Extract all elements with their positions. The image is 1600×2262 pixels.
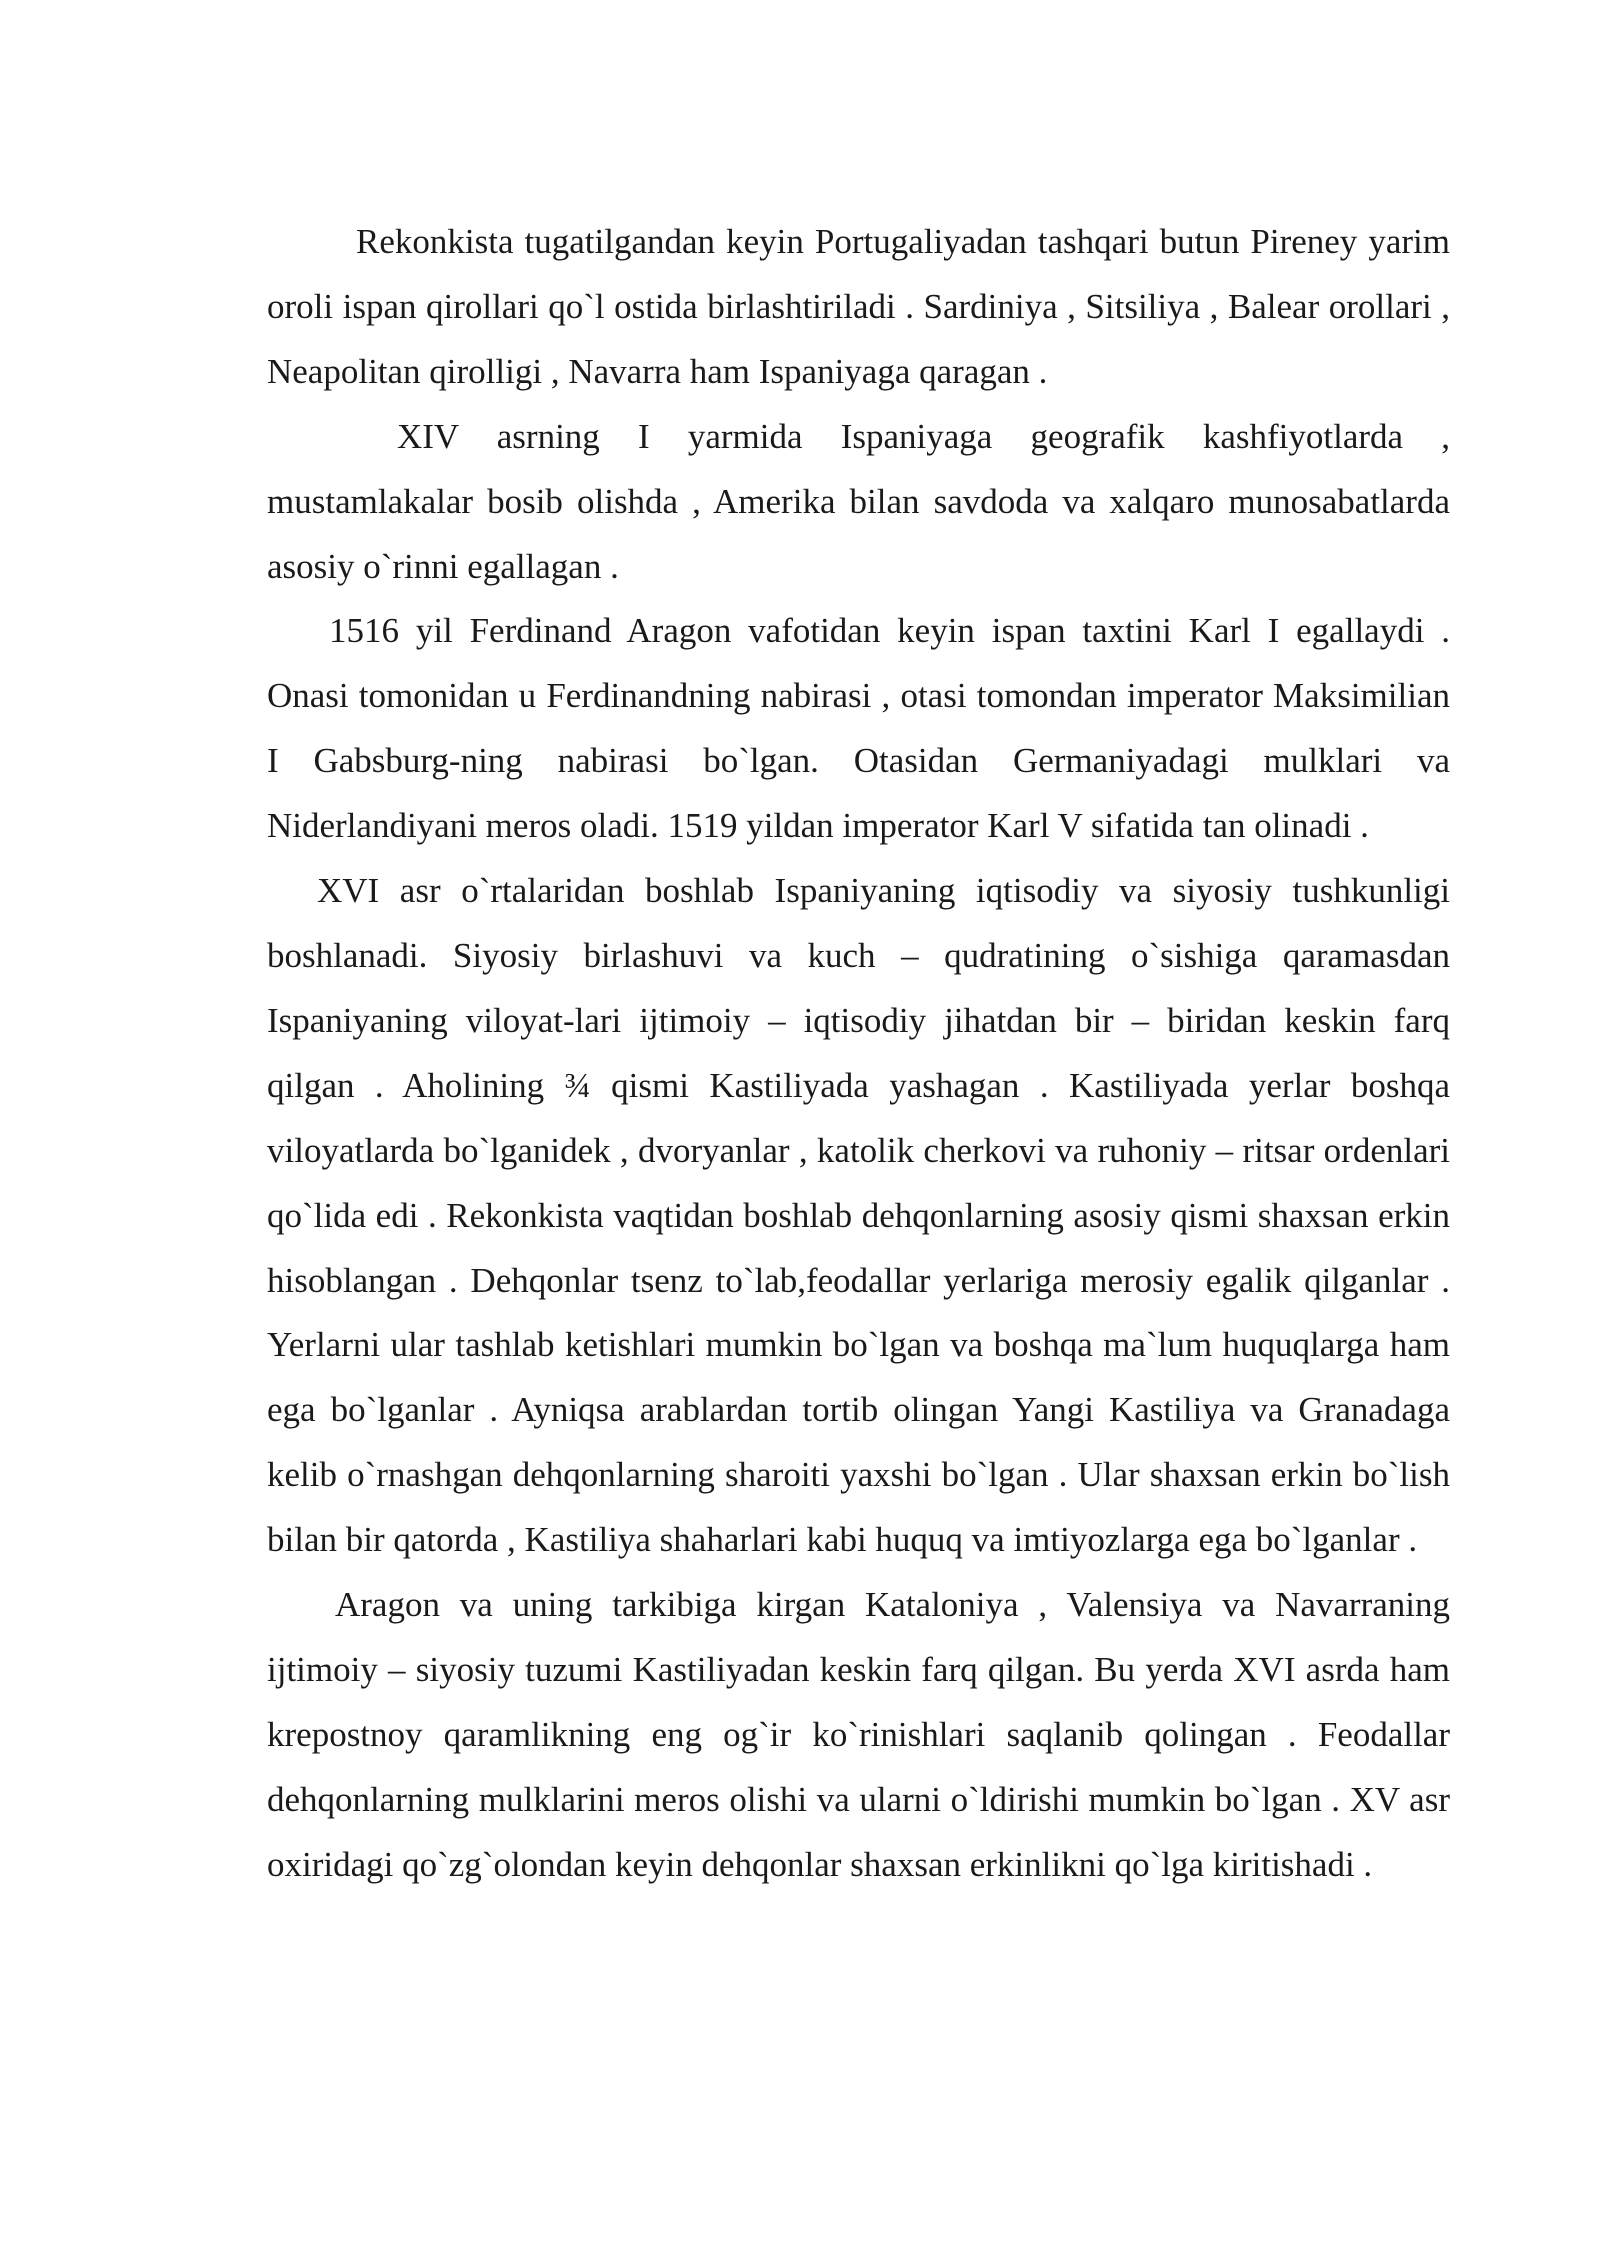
paragraph-reconquista: Rekonkista tugatilgandan keyin Portugaliyadan tashqari butun Pireney yarim oroli ispan qirollari qo`l ostida birlashtiriladi . Sardiniya , Sitsiliya , Balear orollari , Neapolitan qirolligi , Navarra ham Ispaniyaga qaragan .	[267, 222, 1450, 391]
paragraph-xiv-century: XIV asrning I yarmida Ispaniyaga geografik kashfiyotlarda , mustamlakalar bosib olishda , Amerika bilan savdoda va xalqaro munosabatlarda asosiy o`rinni egallagan .	[267, 416, 1450, 586]
paragraph-karl-i: 1516 yil Ferdinand Aragon vafotidan keyin ispan taxtini Karl I egallaydi . Onasi tomonidan u Ferdinandning nabirasi , otasi tomondan imperator Maksimilian I Gabsburg-ning nabirasi bo`lgan. Otasidan Germaniyadagi mulklari va Niderlandiyani meros oladi. 1519 yildan imperator Karl V sifatida tan olinadi .	[267, 611, 1450, 846]
paragraph-aragon: Aragon va uning tarkibiga kirgan Kataloniya , Valensiya va Navarraning ijtimoiy – siyosiy tuzumi Kastiliyadan keskin farq qilgan. Bu yerda XVI asrda ham krepostnoy qaramlikning eng og`ir ko`rinishlari saqlanib qolingan . Feodallar dehqonlarning mulklarini meros olishi va ularni o`ldirishi mumkin bo`lgan . XV asr oxiridagi qo`zg`olondan keyin dehqonlar shaxsan erkinlikni qo`lga kiritishadi .	[267, 1585, 1450, 1884]
document-body	[267, 210, 1450, 1898]
paragraph-decline: XVI asr o`rtalaridan boshlab Ispaniyaning iqtisodiy va siyosiy tushkunligi boshlanadi. Siyosiy birlashuvi va kuch – qudratining o`sishiga qaramasdan Ispaniyaning viloyat-lari ijtimoiy – iqtisodiy jihatdan bir – biridan keskin farq qilgan . Aholining ¾ qismi Kastiliyada yashagan . Kastiliyada yerlar boshqa viloyatlarda bo`lganidek , dvoryanlar , katolik cherkovi va ruhoniy – ritsar ordenlari qo`lida edi . Rekonkista vaqtidan boshlab dehqonlarning asosiy qismi shaxsan erkin hisoblangan . Dehqonlar tsenz to`lab,feodallar yerlariga merosiy egalik qilganlar . Yerlarni ular tashlab ketishlari mumkin bo`lgan va boshqa ma`lum huquqlarga ham ega bo`lganlar . Ayniqsa arablardan tortib olingan Yangi Kastiliya va Granadaga kelib o`rnashgan dehqonlarning sharoiti yaxshi bo`lgan . Ular shaxsan erkin bo`lish bilan bir qatorda , Kastiliya shaharlari kabi huquq va imtiyozlarga ega bo`lganlar .	[267, 871, 1450, 1560]
